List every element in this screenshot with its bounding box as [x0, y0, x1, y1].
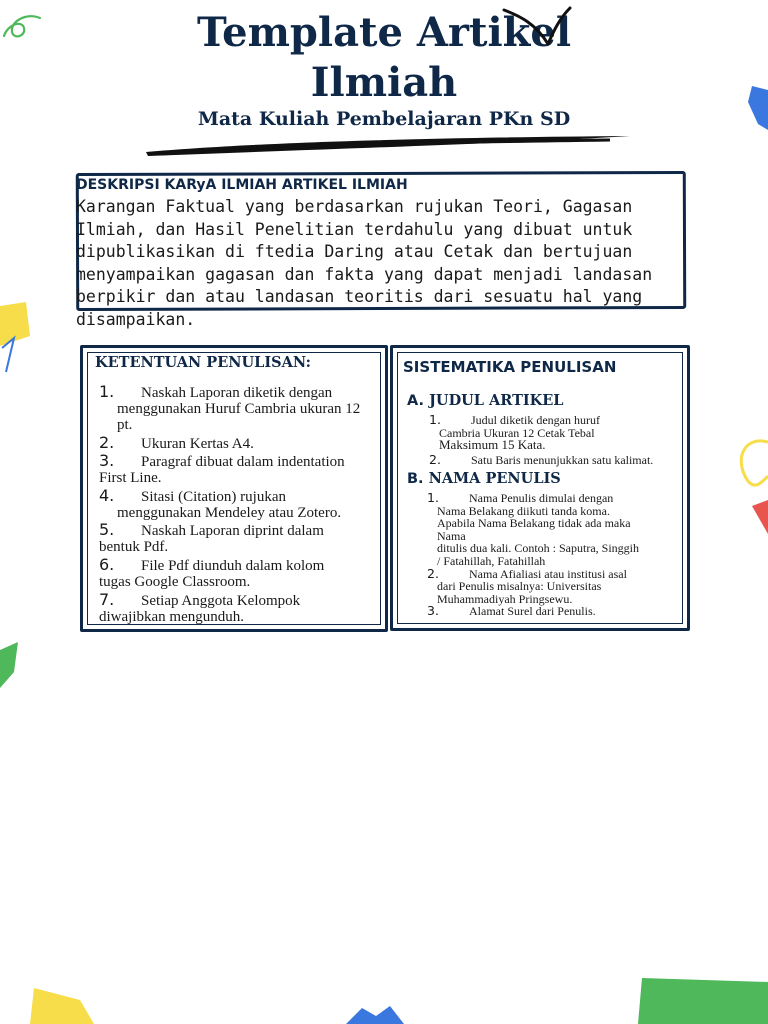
section-letter: B.	[407, 471, 424, 487]
subtitle: Mata Kuliah Pembelajaran PKn SD	[197, 108, 571, 130]
list-item	[99, 589, 371, 625]
item-text: menggunakan Huruf Cambria ukuran 12	[117, 401, 361, 417]
title-line-1: Template Artikel	[196, 9, 572, 56]
item-text: Nama Penulis dimulai dengan	[469, 491, 614, 505]
item-text: diwajibkan mengunduh.	[99, 608, 244, 625]
item-text: Alamat Surel dari Penulis.	[469, 604, 596, 619]
item-text: Sitasi (Citation) rujukan	[141, 488, 286, 505]
section-letter: A.	[407, 393, 424, 409]
brush-underline-decoration	[140, 130, 636, 160]
list-item	[99, 453, 371, 486]
yellow-blob-decoration	[30, 982, 96, 1024]
section-a-heading	[407, 392, 564, 409]
list-item	[429, 451, 679, 467]
item-number: 7.	[99, 589, 115, 609]
description-line: menyampaikan gagasan dan fakta yang dapat menjadi landasan	[76, 264, 653, 284]
list-item	[99, 522, 371, 555]
item-number: 1.	[427, 490, 439, 505]
item-text: Nama Belakang diikuti tanda koma.	[437, 503, 610, 518]
section-a-list	[429, 414, 679, 466]
pen-scribble-decoration	[500, 4, 576, 52]
list-item	[427, 492, 677, 568]
list-item	[99, 384, 371, 433]
item-number: 5.	[99, 520, 115, 540]
sistematika-panel	[390, 345, 690, 631]
sistematika-title: SISTEMATIKA PENULISAN	[403, 358, 617, 376]
item-text: File Pdf diunduh dalam kolom	[141, 557, 325, 574]
item-text: Setiap Anggota Kelompok	[141, 592, 301, 609]
description-line: Ilmiah, dan Hasil Penelitian terdahulu yang dibuat untuk	[76, 219, 633, 239]
item-text: Paragraf dibuat dalam indentation	[141, 454, 345, 471]
item-text: Apabila Nama Belakang tidak ada maka	[437, 516, 631, 531]
item-number: 2.	[429, 451, 441, 467]
item-text: menggunakan Mendeley atau Zotero.	[117, 504, 342, 521]
item-text: Judul diketik dengan huruf	[471, 413, 600, 427]
item-number: 3.	[427, 603, 439, 619]
description-line: dipublikasikan di ftedia Daring atau Cetak dan bertujuan	[76, 242, 633, 261]
item-text: Nama Afialiasi atau institusi asal	[469, 566, 627, 581]
description-line: disampaikan.	[76, 309, 196, 329]
item-text: pt.	[117, 417, 133, 433]
item-text: First Line.	[99, 470, 162, 487]
list-item	[99, 485, 371, 521]
item-number: 2.	[99, 432, 115, 452]
item-number: 1.	[429, 412, 441, 427]
item-text: / Fatahillah, Fatahillah	[437, 553, 546, 568]
green-shape-decoration	[0, 642, 20, 690]
ketentuan-title: KETENTUAN PENULISAN:	[95, 354, 311, 371]
section-label: JUDUL ARTIKEL	[429, 392, 564, 409]
ketentuan-panel	[80, 345, 388, 632]
list-item	[99, 432, 371, 452]
item-text: Muhammadiyah Pringsewu.	[437, 591, 573, 606]
item-number: 2.	[427, 565, 439, 581]
item-number: 1.	[99, 382, 115, 401]
item-text: Nama	[437, 528, 466, 543]
item-text: tugas Google Classroom.	[99, 573, 251, 590]
list-item	[427, 565, 677, 606]
blue-blob-decoration	[346, 1004, 406, 1024]
yellow-shape-decoration	[0, 302, 32, 374]
list-item	[427, 605, 677, 618]
list-item	[429, 414, 679, 452]
item-number: 3.	[99, 451, 115, 471]
description-text	[76, 196, 676, 331]
green-block-decoration	[638, 972, 768, 1024]
description-line: berpikir dan atau landasan teoritis dari sesuatu hal yang	[76, 287, 643, 306]
item-number: 4.	[99, 485, 115, 505]
page-title	[0, 8, 768, 108]
description-heading: DESKRIPSI KARyA ILMIAH ARTIKEL ILMIAH	[76, 177, 408, 193]
item-text: dari Penulis misalnya: Universitas	[437, 579, 602, 594]
list-item	[99, 554, 371, 590]
item-text: Naskah Laporan diketik dengan	[141, 385, 333, 401]
item-text: Naskah Laporan diprint dalam	[141, 523, 324, 540]
item-text: Ukuran Kertas A4.	[141, 435, 254, 452]
section-b-list	[427, 492, 677, 618]
item-text: Satu Baris menunjukkan satu kalimat.	[471, 452, 654, 467]
item-text: ditulis dua kali. Contoh : Saputra, Singgih	[437, 541, 639, 556]
yellow-loop-decoration	[732, 436, 768, 540]
ketentuan-list	[99, 384, 371, 626]
item-text: Maksimum 15 Kata.	[439, 437, 546, 453]
title-line-2: Ilmiah	[310, 59, 458, 106]
item-text: Cambria Ukuran 12 Cetak Tebal	[439, 425, 595, 440]
section-label: NAMA PENULIS	[428, 470, 561, 487]
item-number: 6.	[99, 554, 115, 574]
section-b-heading	[407, 470, 561, 487]
description-line: Karangan Faktual yang berdasarkan rujukan Teori, Gagasan	[76, 197, 633, 216]
item-text: bentuk Pdf.	[99, 539, 169, 556]
